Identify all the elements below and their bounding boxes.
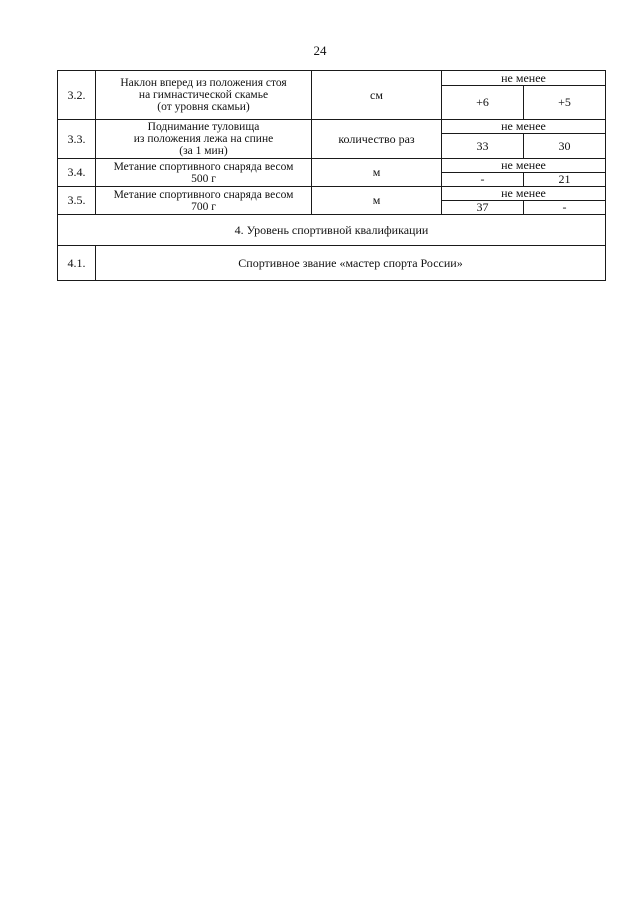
row-number: 3.2.: [58, 71, 96, 120]
exercise-name-line: (от уровня скамьи): [157, 101, 250, 113]
qualification-cell: Спортивное звание «мастер спорта России»: [96, 246, 606, 281]
value-cell: -: [442, 173, 524, 187]
min-header: не менее: [442, 120, 606, 134]
value-cell: +6: [442, 86, 524, 120]
standards-table: [57, 70, 606, 281]
table-row: [58, 71, 606, 86]
table-row: [58, 187, 606, 201]
exercise-name-line: на гимнастической скамье: [138, 89, 269, 101]
min-header: не менее: [442, 71, 606, 86]
exercise-name-line: 700 г: [191, 200, 216, 213]
value-cell: 30: [524, 134, 606, 159]
table-row: [58, 215, 606, 246]
table-row: [58, 159, 606, 173]
min-header: не менее: [442, 159, 606, 173]
exercise-name-line: (за 1 мин): [179, 145, 228, 157]
page-number: 24: [313, 43, 327, 58]
unit-cell: м: [312, 159, 442, 187]
exercise-name: [96, 159, 312, 187]
value-cell: 37: [442, 201, 524, 215]
exercise-name: [96, 71, 312, 120]
row-number: 4.1.: [58, 246, 96, 281]
value-cell: -: [524, 201, 606, 215]
exercise-name-line: 500 г: [191, 172, 216, 185]
row-number: 3.5.: [58, 187, 96, 215]
exercise-name-line: Метание спортивного снаряда весом: [113, 160, 294, 173]
value-cell: +5: [524, 86, 606, 120]
value-cell: 33: [442, 134, 524, 159]
exercise-name: [96, 187, 312, 215]
unit-cell: см: [312, 71, 442, 120]
min-header: не менее: [442, 187, 606, 201]
exercise-name: [96, 120, 312, 159]
value-cell: 21: [524, 173, 606, 187]
unit-cell: количество раз: [312, 120, 442, 159]
section-title: 4. Уровень спортивной квалификации: [58, 215, 606, 246]
exercise-name-line: Наклон вперед из положения стоя: [120, 77, 287, 89]
table-row: [58, 120, 606, 134]
exercise-name-line: Метание спортивного снаряда весом: [113, 188, 294, 201]
unit-cell: м: [312, 187, 442, 215]
table-row: [58, 246, 606, 281]
row-number: 3.4.: [58, 159, 96, 187]
exercise-name-line: из положения лежа на спине: [133, 133, 274, 145]
exercise-name-line: Поднимание туловища: [147, 121, 260, 133]
row-number: 3.3.: [58, 120, 96, 159]
